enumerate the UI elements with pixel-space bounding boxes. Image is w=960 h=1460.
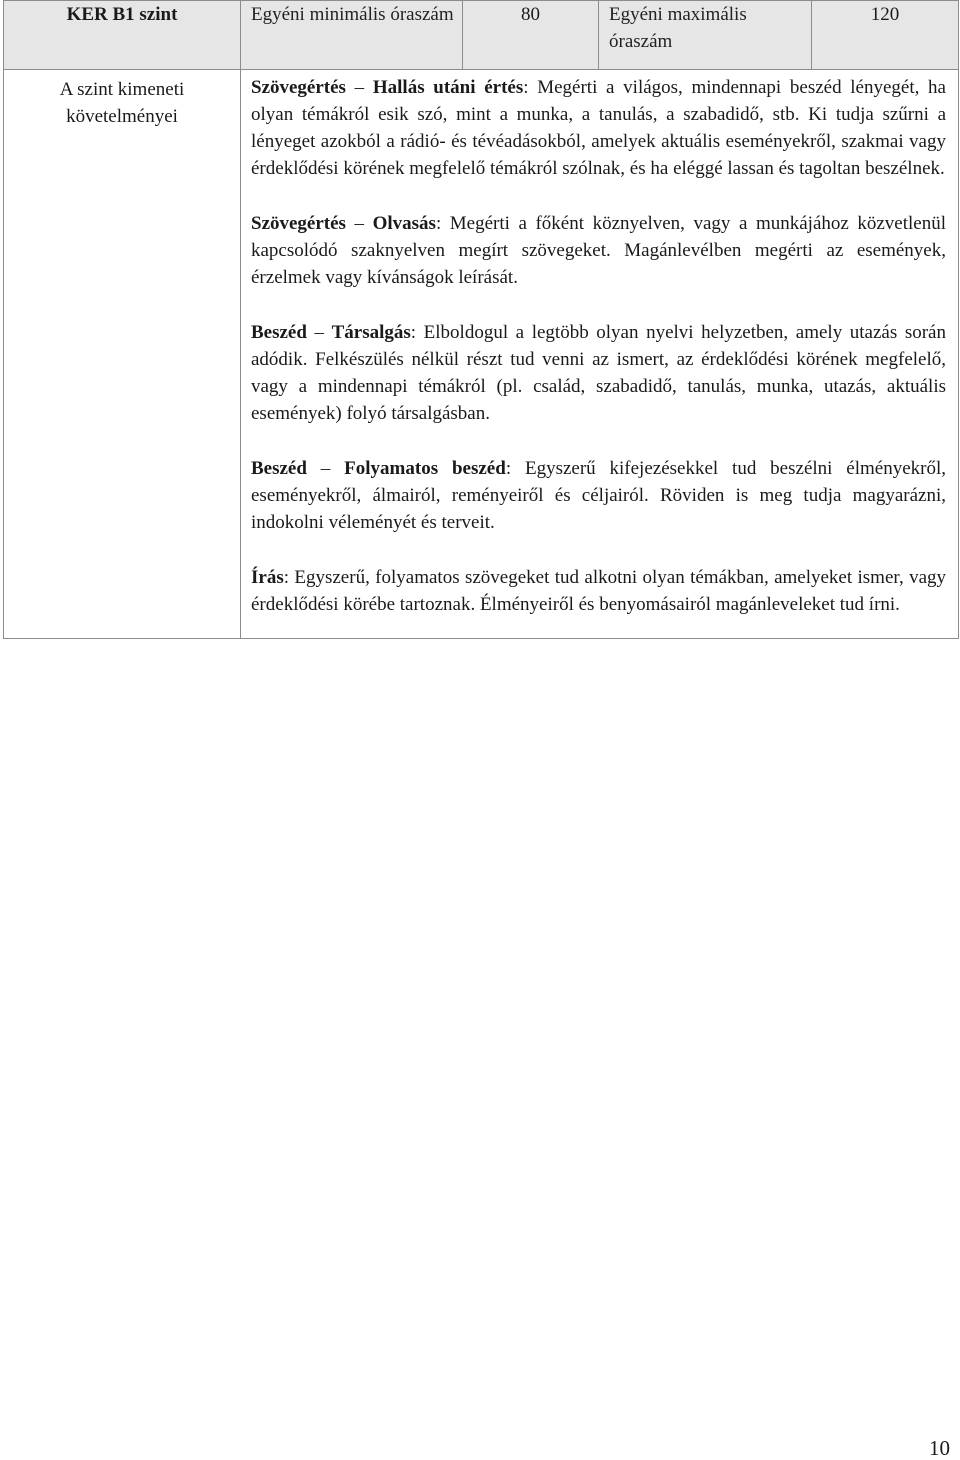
requirements-label: A szint kimeneti követelményei [4,70,241,639]
requirement-paragraph [251,74,946,182]
section-dash: – [345,77,373,98]
requirement-paragraph [251,455,946,536]
section-title: Szövegértés [251,77,346,98]
level-cell: KER B1 szint [4,1,241,70]
section-subtitle: Folyamatos beszéd [344,458,506,479]
requirement-paragraph [251,210,946,291]
max-hours-label: Egyéni maximális óraszám [599,1,812,70]
section-text: : Egyszerű, folyamatos szövegeket tud alkotni olyan témákban, amelyeket ismer, vagy érdeklődési körébe tartoznak. Élményeiről és benyomásairól magánleveleket tud írni. [251,567,946,615]
max-hours-value: 120 [812,1,959,70]
section-title: Szövegértés [251,213,346,234]
section-dash: – [306,458,345,479]
section-text: : Megérti a főként köznyelven, vagy a munkájához közvetlenül kapcsolódó szaknyelven megírt szövegeket. Magánlevélben megérti az események, érzelmek vagy kívánságok leírását. [251,213,946,288]
section-title: Beszéd [251,322,307,343]
section-dash: – [306,322,332,343]
section-title: Beszéd [251,458,307,479]
section-subtitle: Hallás utáni értés [372,77,524,98]
requirements-row [4,70,959,639]
section-text: : Elboldogul a legtöbb olyan nyelvi helyzetben, amely utazás során adódik. Felkészülés nélkül részt tud venni az ismert, az érdeklődési körének megfelelő, vagy a mindennapi témákról (pl. család, szabadidő, tanulás, munka, utazás, aktuális események) folyó társalgásban. [251,322,946,424]
page-number: 10 [929,1436,950,1460]
min-hours-value: 80 [463,1,599,70]
section-subtitle: Olvasás [372,213,436,234]
requirements-table [3,0,959,639]
min-hours-label: Egyéni minimális óraszám [241,1,463,70]
requirement-paragraph [251,564,946,618]
requirements-sections [251,74,946,618]
section-text: : Egyszerű kifejezésekkel tud beszélni élményekről, eseményekről, álmairól, reményeiről és céljairól. Röviden is meg tudja magyarázni, indokolni véleményét és terveit. [251,458,947,533]
header-row [4,1,959,70]
requirements-content [241,70,959,639]
section-dash: – [345,213,373,234]
section-text: : Megérti a világos, mindennapi beszéd lényegét, ha olyan témákról esik szó, mint a munka, a tanulás, a szabadidő, stb. Ki tudja szűrni a lényeget azokból a rádió- és tévéadásokból, amelyek aktuális eseményekről, szakmai vagy érdeklődési körének megfelelő témákról szólnak, és ha eléggé lassan és tagoltan beszélnek. [251,77,946,179]
requirement-paragraph [251,319,946,427]
section-title: Írás [251,567,284,588]
section-subtitle: Társalgás [331,322,411,343]
